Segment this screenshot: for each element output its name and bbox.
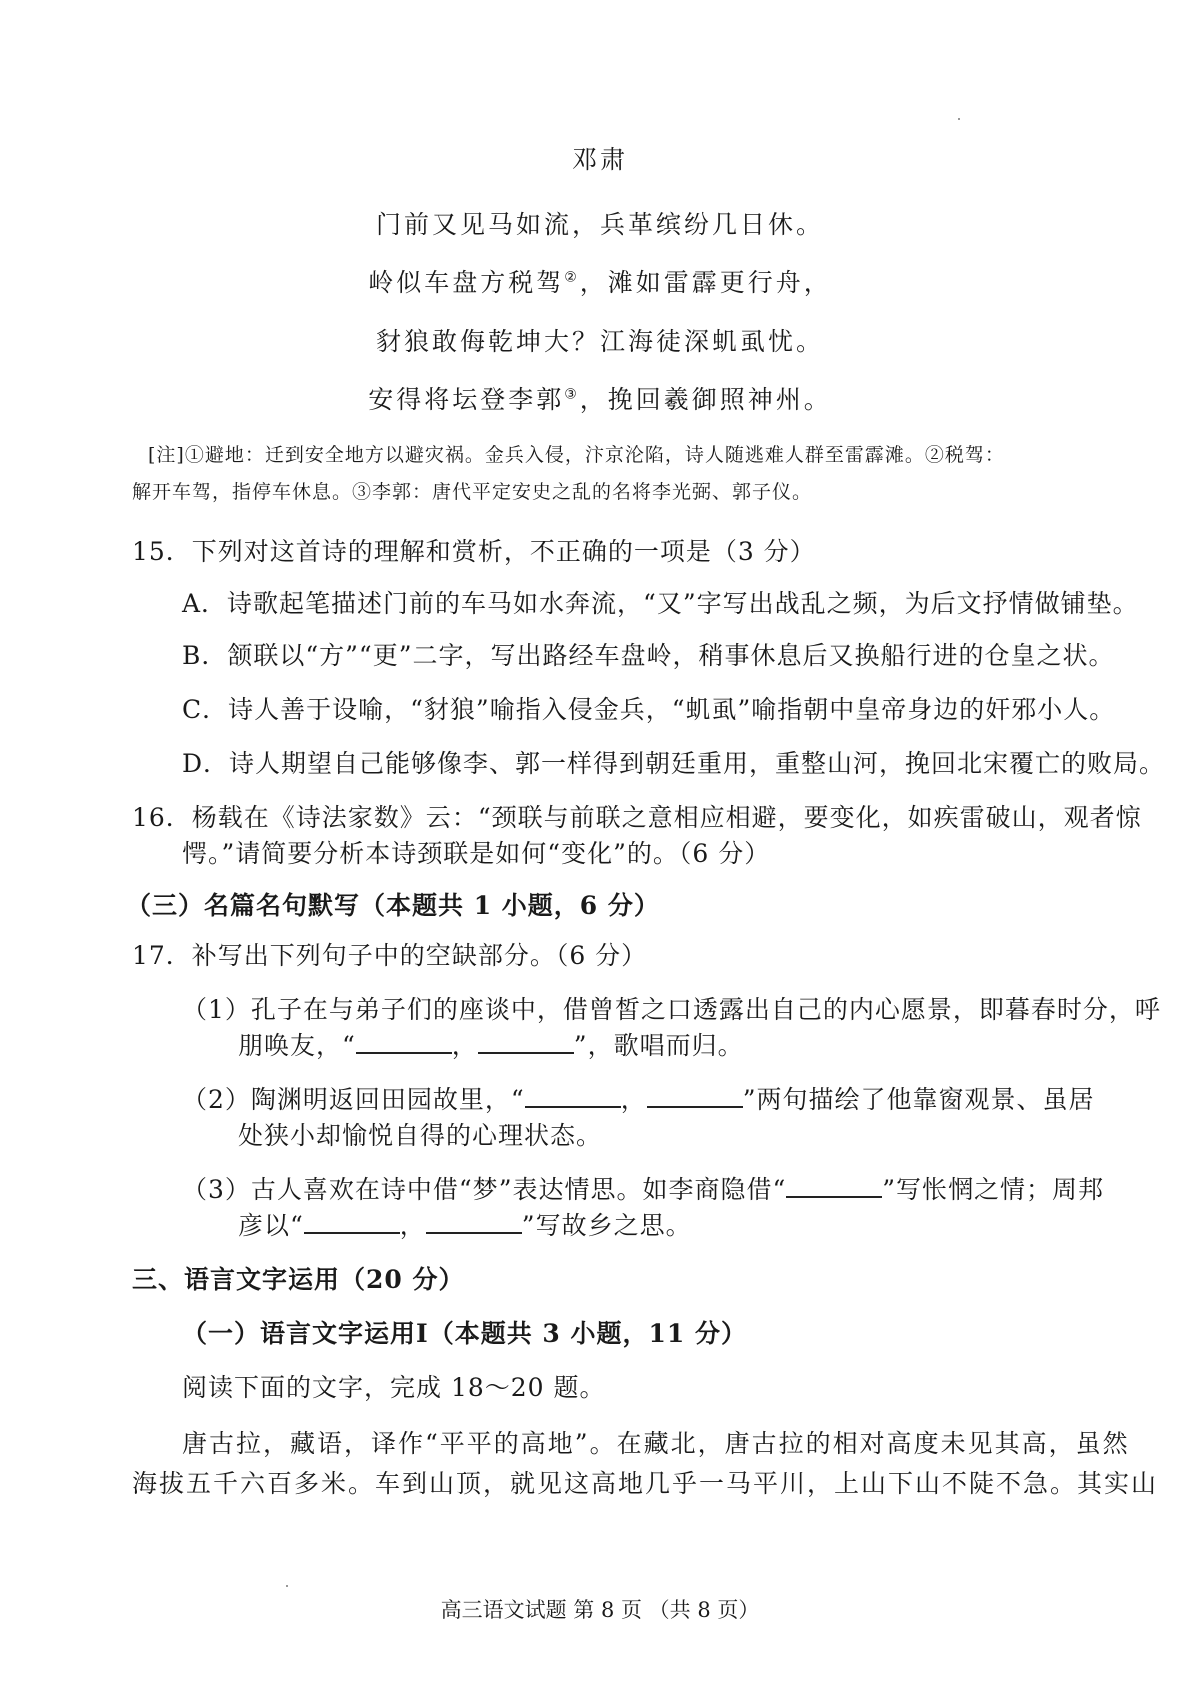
fill-blank[interactable]	[426, 1210, 522, 1234]
question-17-part-1-line-2: 朋唤友，“ ， ”，歌唱而归。	[238, 1031, 744, 1060]
question-15-option-d: D．诗人期望自己能够像李、郭一样得到朝廷重用，重整山河，挽回北宋覆亡的败局。	[182, 749, 1166, 778]
reading-instruction: 阅读下面的文字，完成 18～20 题。	[182, 1373, 606, 1402]
fill-blank[interactable]	[356, 1030, 452, 1054]
question-17-part-3-line-1: （3）古人喜欢在诗中借“梦”表达情思。如李商隐借“ ”写怅惘之情；周邦	[182, 1175, 1105, 1204]
scan-speck	[958, 118, 960, 120]
part-3-heading: 三、语言文字运用（20 分）	[132, 1265, 465, 1294]
poem-author: 邓肃	[571, 145, 628, 174]
fill-blank[interactable]	[304, 1210, 400, 1234]
question-15-option-b: B．颔联以“方”“更”二字，写出路经车盘岭，稍事休息后又换船行进的仓皇之状。	[182, 641, 1115, 670]
section-heading-recitation: （三）名篇名句默写（本题共 1 小题，6 分）	[126, 891, 660, 920]
page-footer: 高三语文试题 第 8 页 （共 8 页）	[440, 1598, 760, 1622]
question-17-part-3-line-2: 彦以“ ， ”写故乡之思。	[238, 1211, 692, 1240]
question-15-option-a: A．诗歌起笔描述门前的车马如水奔流，“又”字写出战乱之频，为后文抒情做铺垫。	[182, 589, 1139, 618]
fill-blank[interactable]	[647, 1084, 743, 1108]
question-15-option-c: C．诗人善于设喻，“豺狼”喻指入侵金兵，“虮虱”喻指朝中皇帝身边的奸邪小人。	[182, 695, 1116, 724]
question-16-line-1: 16．杨载在《诗法家数》云：“颈联与前联之意相应相避，要变化，如疾雷破山，观者惊	[132, 803, 1142, 832]
fill-blank[interactable]	[786, 1174, 882, 1198]
passage-line-1: 唐古拉，藏语，译作“平平的高地”。在藏北，唐古拉的相对高度未见其高，虽然	[182, 1429, 1130, 1458]
question-17-part-2-line-1: （2）陶渊明返回田园故里，“ ， ”两句描绘了他靠窗观景、虽居	[182, 1085, 1095, 1114]
question-17-part-2-line-2: 处狭小却愉悦自得的心理状态。	[238, 1121, 603, 1150]
passage-line-2: 海拔五千六百多米。车到山顶，就见这高地几乎一马平川，上山下山不陡不急。其实山	[132, 1469, 1159, 1498]
scan-speck	[286, 1585, 288, 1587]
question-15-stem: 15．下列对这首诗的理解和赏析，不正确的一项是（3 分）	[132, 537, 816, 566]
question-17-part-1-line-1: （1）孔子在与弟子们的座谈中，借曾皙之口透露出自己的内心愿景，即暮春时分，呼	[182, 995, 1161, 1024]
poem-line-1: 门前又见马如流，兵革缤纷几日休。	[375, 210, 824, 239]
question-16-line-2: 愕。”请简要分析本诗颈联是如何“变化”的。（6 分）	[182, 839, 771, 868]
footnote-marker: ②	[564, 269, 580, 286]
footnote-marker: ③	[564, 386, 580, 403]
poem-line-4: 安得将坛登李郭③，挽回羲御照神州。	[368, 385, 832, 414]
note-line-2: 解开车驾，指停车休息。③李郭：唐代平定安史之乱的名将李光弼、郭子仪。	[132, 481, 813, 503]
part-3-subheading: （一）语言文字运用Ⅰ（本题共 3 小题，11 分）	[182, 1319, 747, 1348]
poem-line-3: 豺狼敢侮乾坤大？江海徒深虮虱忧。	[375, 327, 824, 356]
poem-line-2: 岭似车盘方税驾②，滩如雷霹更行舟，	[368, 268, 832, 297]
note-line-1: [注]①避地：迁到安全地方以避灾祸。金兵入侵，汴京沦陷，诗人随逃难人群至雷霹滩。②税驾：	[148, 444, 1005, 466]
fill-blank[interactable]	[525, 1084, 621, 1108]
question-17-stem: 17．补写出下列句子中的空缺部分。（6 分）	[132, 941, 648, 970]
fill-blank[interactable]	[478, 1030, 574, 1054]
